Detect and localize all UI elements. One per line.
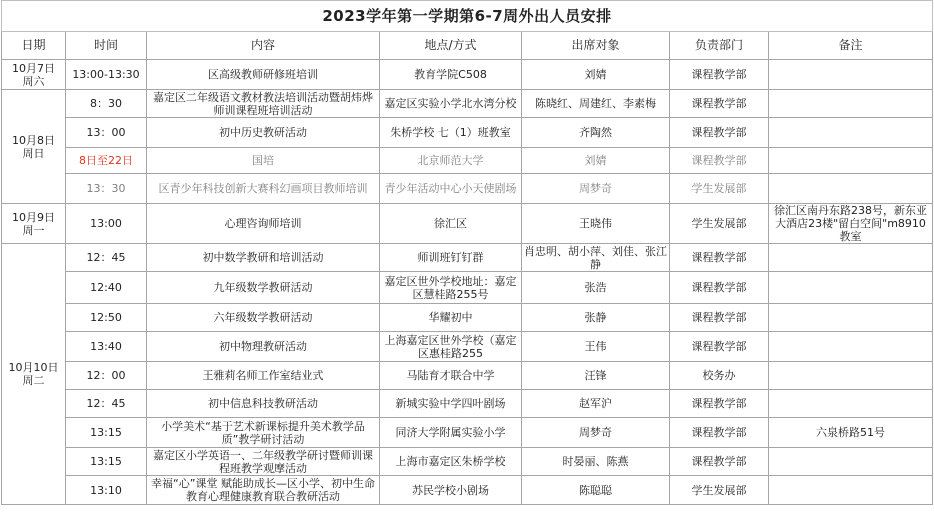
weekday-label: 周二	[22, 374, 45, 387]
department-cell[interactable]: 课程教学部	[670, 418, 769, 448]
header-row	[2, 32, 933, 60]
location-cell[interactable]: 新城实验中学四叶剧场	[380, 390, 522, 418]
department-cell[interactable]: 校务办	[670, 362, 769, 390]
attendees-cell[interactable]: 张静	[522, 304, 670, 332]
attendees-cell[interactable]: 肖忠明、胡小萍、刘佳、张江静	[522, 244, 670, 272]
time-cell[interactable]: 13:15	[66, 418, 147, 448]
date-cell[interactable]	[2, 60, 66, 90]
location-cell[interactable]: 上海市嘉定区朱桥学校	[380, 448, 522, 476]
location-cell[interactable]: 嘉定区世外学校地址：嘉定区慧桂路255号	[380, 272, 522, 304]
remarks-cell[interactable]	[769, 362, 933, 390]
department-cell[interactable]: 课程教学部	[670, 390, 769, 418]
weekday-label: 周日	[22, 146, 45, 160]
remarks-cell[interactable]	[769, 174, 933, 204]
remarks-cell[interactable]	[769, 448, 933, 476]
time-cell[interactable]: 12：00	[66, 362, 147, 390]
header-remarks[interactable]: 备注	[769, 32, 933, 60]
content-cell[interactable]: 初中数学教研和培训活动	[147, 244, 380, 272]
header-content[interactable]: 内容	[147, 32, 380, 60]
date-label: 10月8日	[12, 133, 55, 147]
time-cell[interactable]: 12:50	[66, 304, 147, 332]
remarks-cell[interactable]	[769, 118, 933, 148]
table-row	[2, 244, 933, 272]
header-attendees[interactable]: 出席对象	[522, 32, 670, 60]
date-label: 10月10日	[8, 361, 59, 374]
table-row	[2, 118, 933, 148]
location-cell[interactable]: 同济大学附属实验小学	[380, 418, 522, 448]
time-cell[interactable]: 13:40	[66, 332, 147, 362]
weekday-label: 周一	[22, 223, 45, 237]
time-cell[interactable]: 13:00	[66, 204, 147, 244]
weekday-label: 周六	[22, 74, 45, 88]
schedule-table	[1, 0, 933, 505]
content-cell[interactable]: 嘉定区二年级语文教材教法培训活动暨胡炜烨师训课程班培训活动	[147, 90, 380, 118]
location-cell[interactable]: 师训班钉钉群	[380, 244, 522, 272]
header-date[interactable]: 日期	[2, 32, 66, 60]
content-cell[interactable]: 国培	[147, 148, 380, 174]
location-cell[interactable]: 徐汇区	[380, 204, 522, 244]
remarks-cell[interactable]: 徐汇区南丹东路238号，新东亚大酒店23楼"留白空间"m8910教室	[769, 204, 933, 244]
table-row	[2, 418, 933, 448]
table-row	[2, 362, 933, 390]
remarks-cell[interactable]: 六泉桥路51号	[769, 418, 933, 448]
content-cell[interactable]: 区青少年科技创新大赛科幻画项目教师培训	[147, 174, 380, 204]
remarks-cell[interactable]	[769, 90, 933, 118]
attendees-cell[interactable]: 刘婧	[522, 60, 670, 90]
content-cell[interactable]: 心理咨询师培训	[147, 204, 380, 244]
date-cell[interactable]	[2, 90, 66, 204]
location-cell[interactable]: 华耀初中	[380, 304, 522, 332]
time-cell[interactable]: 12：45	[66, 244, 147, 272]
content-cell[interactable]: 六年级数学教研活动	[147, 304, 380, 332]
location-cell[interactable]: 北京师范大学	[380, 148, 522, 174]
attendees-cell[interactable]: 周梦奇	[522, 418, 670, 448]
content-cell[interactable]: 幸福“心”课堂 赋能助成长—区小学、初中生命教育心理健康教育联合教研活动	[147, 476, 380, 505]
content-cell[interactable]: 九年级数学教研活动	[147, 272, 380, 304]
remarks-cell[interactable]	[769, 244, 933, 272]
remarks-cell[interactable]	[769, 272, 933, 304]
attendees-cell[interactable]: 赵军沪	[522, 390, 670, 418]
time-cell[interactable]: 13:15	[66, 448, 147, 476]
time-cell[interactable]: 8：30	[66, 90, 147, 118]
remarks-cell[interactable]	[769, 390, 933, 418]
attendees-cell[interactable]: 时晏丽、陈燕	[522, 448, 670, 476]
table-row	[2, 90, 933, 118]
location-cell[interactable]: 青少年活动中心小天使剧场	[380, 174, 522, 204]
department-cell[interactable]: 学生发展部	[670, 204, 769, 244]
attendees-cell[interactable]: 张浩	[522, 272, 670, 304]
table-row	[2, 390, 933, 418]
time-cell[interactable]: 13：00	[66, 118, 147, 148]
date-cell[interactable]	[2, 204, 66, 244]
attendees-cell[interactable]: 刘婧	[522, 148, 670, 174]
date-label: 10月7日	[12, 61, 55, 75]
table-row	[2, 272, 933, 304]
table-row	[2, 304, 933, 332]
content-cell[interactable]: 初中历史教研活动	[147, 118, 380, 148]
time-cell[interactable]: 12:40	[66, 272, 147, 304]
time-cell[interactable]: 13:00-13:30	[66, 60, 147, 90]
content-cell[interactable]: 区高级教师研修班培训	[147, 60, 380, 90]
content-cell[interactable]: 初中信息科技教研活动	[147, 390, 380, 418]
remarks-cell[interactable]	[769, 304, 933, 332]
time-cell[interactable]: 13:10	[66, 476, 147, 505]
department-cell[interactable]: 课程教学部	[670, 332, 769, 362]
remarks-cell[interactable]	[769, 60, 933, 90]
table-row	[2, 174, 933, 204]
table-row	[2, 148, 933, 174]
department-cell[interactable]: 课程教学部	[670, 304, 769, 332]
remarks-cell[interactable]	[769, 476, 933, 505]
department-cell[interactable]: 课程教学部	[670, 118, 769, 148]
attendees-cell[interactable]: 齐陶然	[522, 118, 670, 148]
remarks-cell[interactable]	[769, 332, 933, 362]
attendees-cell[interactable]: 陈晓红、周建红、李素梅	[522, 90, 670, 118]
remarks-cell[interactable]	[769, 148, 933, 174]
department-cell[interactable]: 课程教学部	[670, 148, 769, 174]
date-label: 10月9日	[12, 210, 55, 224]
attendees-cell[interactable]: 周梦奇	[522, 174, 670, 204]
location-cell[interactable]: 上海嘉定区世外学校（嘉定区惠桂路255	[380, 332, 522, 362]
department-cell[interactable]: 学生发展部	[670, 476, 769, 505]
date-cell[interactable]	[2, 244, 66, 505]
attendees-cell[interactable]: 汪锋	[522, 362, 670, 390]
time-cell[interactable]: 8日至22日	[66, 148, 147, 174]
table-row	[2, 448, 933, 476]
location-cell[interactable]: 朱桥学校 七（1）班教室	[380, 118, 522, 148]
department-cell[interactable]: 课程教学部	[670, 60, 769, 90]
header-time[interactable]: 时间	[66, 32, 147, 60]
table-row	[2, 60, 933, 90]
title-row	[2, 1, 933, 32]
time-cell[interactable]: 13：30	[66, 174, 147, 204]
location-cell[interactable]: 嘉定区实验小学北水湾分校	[380, 90, 522, 118]
table-row	[2, 204, 933, 244]
content-cell[interactable]: 小学美术“基于艺术新课标提升美术教学品质”教学研讨活动	[147, 418, 380, 448]
location-cell[interactable]: 苏民学校小剧场	[380, 476, 522, 505]
sheet-title[interactable]: 2023学年第一学期第6-7周外出人员安排	[2, 1, 933, 32]
location-cell[interactable]: 马陆育才联合中学	[380, 362, 522, 390]
header-department[interactable]: 负责部门	[670, 32, 769, 60]
location-cell[interactable]: 教育学院C508	[380, 60, 522, 90]
table-row	[2, 332, 933, 362]
content-cell[interactable]: 初中物理教研活动	[147, 332, 380, 362]
table-row	[2, 476, 933, 505]
attendees-cell[interactable]: 王伟	[522, 332, 670, 362]
department-cell[interactable]: 课程教学部	[670, 448, 769, 476]
department-cell[interactable]: 课程教学部	[670, 272, 769, 304]
department-cell[interactable]: 课程教学部	[670, 90, 769, 118]
attendees-cell[interactable]: 陈聪聪	[522, 476, 670, 505]
department-cell[interactable]: 学生发展部	[670, 174, 769, 204]
header-location[interactable]: 地点/方式	[380, 32, 522, 60]
department-cell[interactable]: 课程教学部	[670, 244, 769, 272]
attendees-cell[interactable]: 王晓伟	[522, 204, 670, 244]
content-cell[interactable]: 嘉定区小学英语一、二年级教学研讨暨师训课程班教学观摩活动	[147, 448, 380, 476]
time-cell[interactable]: 12：45	[66, 390, 147, 418]
content-cell[interactable]: 王雅莉名师工作室结业式	[147, 362, 380, 390]
